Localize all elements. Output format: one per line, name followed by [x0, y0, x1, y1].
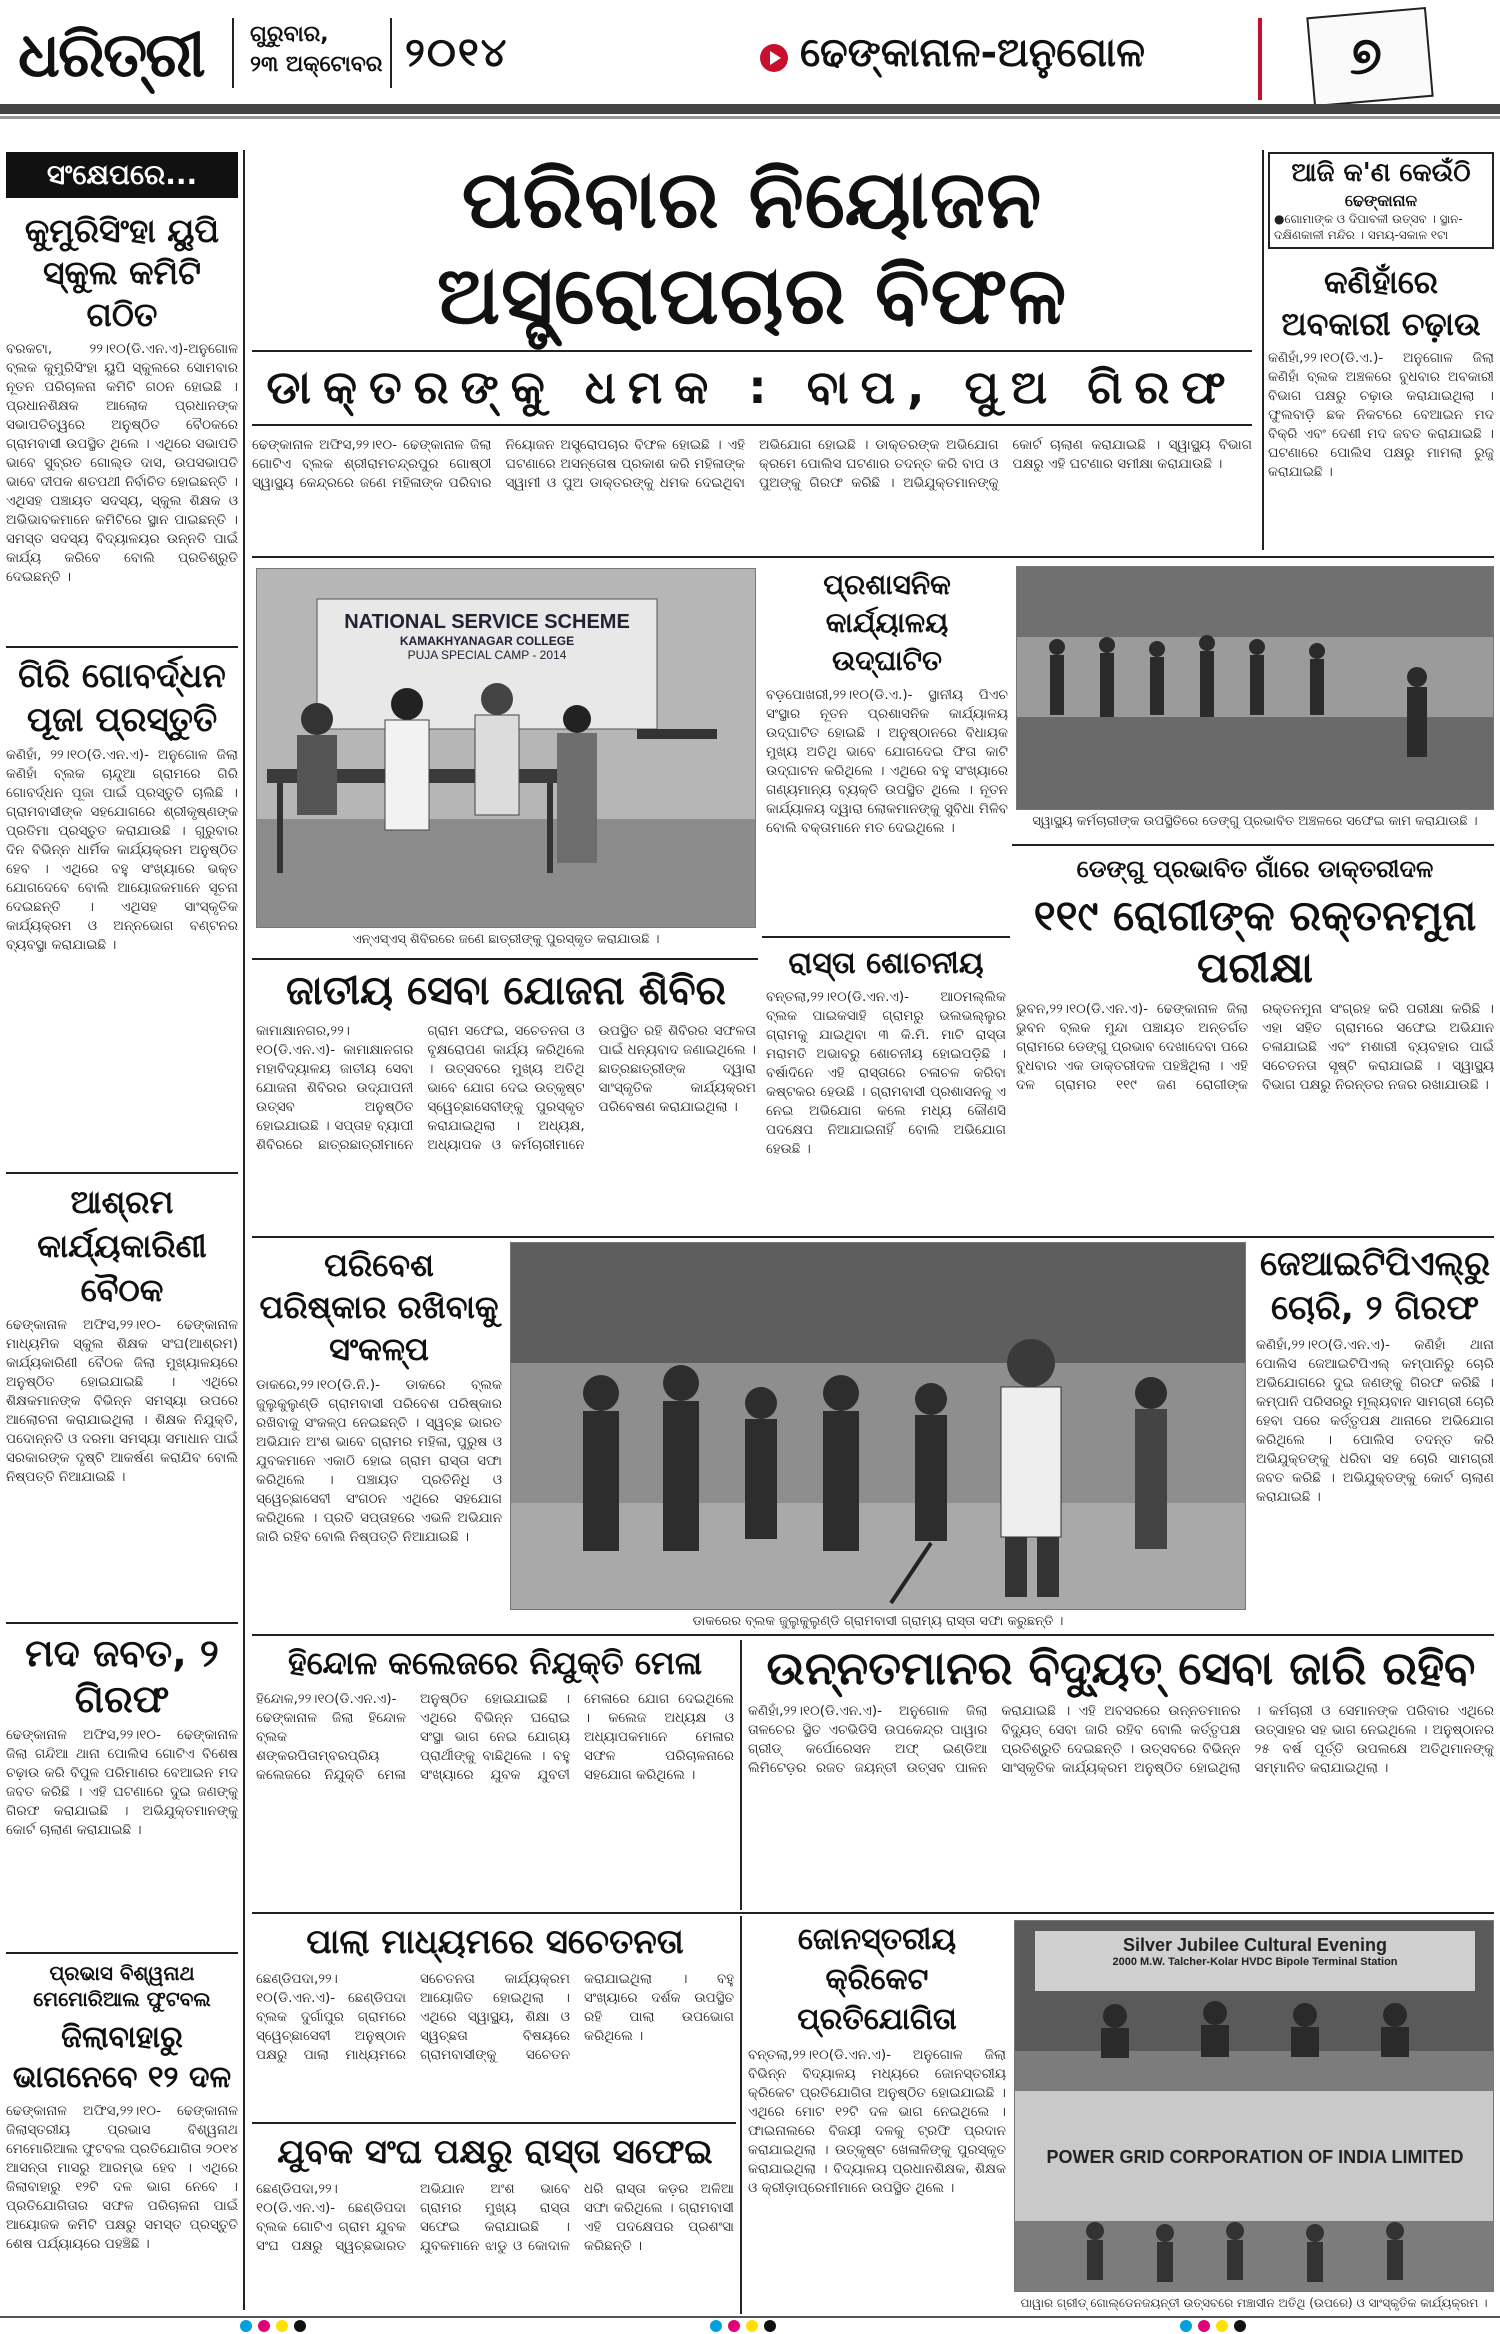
story-body: କଣିହାଁ,୨୨।୧୦(ଡି.ଏନ.ଏ)- ଅନୁଗୋଳ ଜିଲା ତାଳଚେର ସ୍ଥିତ ଏଚଭିଡିସି ଉପକେନ୍ଦ୍ର ପାୱାର ଗ୍ରୀଡ୍ କର୍ପୋରେସନ ଅଫ୍ ଇଣ୍ଡିଆ ଲିମିଟେଡ଼ର ରଜତ ଜୟନ୍ତୀ ଉତ୍ସବ ପାଳନ କରାଯାଇଛି । ଏହି ଅବସରରେ ଉନ୍ନତମାନର ବିଦ୍ୟୁତ୍ ସେବା ଜାରି ରହିବ ବୋଲି କର୍ତ୍ତୃପକ୍ଷ ପ୍ରତିଶ୍ରୁତି ଦେଇଛନ୍ତି । ଉତ୍ସବରେ ବିଭିନ୍ନ ସାଂସ୍କୃତିକ କାର୍ଯ୍ୟକ୍ରମ ଅନୁଷ୍ଠିତ ହୋଇଥିଲା । କର୍ମଚାରୀ ଓ ସେମାନଙ୍କ ପରିବାର ଏଥିରେ ଉତ୍ସାହର ସହ ଭାଗ ନେଇଥିଲେ । ଅନୁଷ୍ଠାନର ୨୫ ବର୍ଷ ପୂର୍ତ୍ତି ଉପଲକ୍ଷେ ଅତିଥିମାନଙ୍କୁ ସମ୍ମାନିତ କରାଯାଇଥିଲା ।: [748, 1703, 1494, 1776]
story-headline: ଗିରି ଗୋବର୍ଦ୍ଧନ ପୂଜା ପ୍ରସ୍ତୁତି: [18, 656, 226, 740]
registration-mark: [710, 2320, 722, 2332]
briefs-label: ସଂକ୍ଷେପରେ...: [6, 152, 238, 198]
story-divider: [6, 1622, 238, 1624]
registration-mark: [1180, 2320, 1192, 2332]
right-top-column: [1268, 152, 1494, 552]
section-rule: [252, 1236, 1494, 1238]
nss-banner: [323, 611, 651, 662]
cleanup-photo-illustration: [1017, 567, 1494, 810]
masthead-rule: [0, 104, 1500, 114]
registration-mark: [764, 2320, 776, 2332]
story-body: କଣିହାଁ, ୨୨।୧୦(ଡି.ଏନ.ଏ)- ଅନୁଗୋଳ ଜିଲା କଣିହାଁ ବ୍ଲକ ଚାନ୍ଦୁଆ ଗ୍ରାମରେ ଗିରି ଗୋବର୍ଦ୍ଧନ ପୂଜା ପାଇଁ ପ୍ରସ୍ତୁତି ଚାଲିଛି । ଗ୍ରାମବାସୀଙ୍କ ସହଯୋଗରେ ଶ୍ରୀକୃଷ୍ଣଙ୍କ ପ୍ରତିମା ପ୍ରସ୍ତୁତ କରାଯାଉଛି । ଗୁରୁବାର ଦିନ ବିଭିନ୍ନ ଧାର୍ମିକ କାର୍ଯ୍ୟକ୍ରମ ଅନୁଷ୍ଠିତ ହେବ । ଏଥିରେ ବହୁ ସଂଖ୍ୟାରେ ଭକ୍ତ ଯୋଗଦେବେ ବୋଲି ଆୟୋଜକମାନେ ସୂଚନା ଦେଇଛନ୍ତି । ଏଥିସହ ସାଂସ୍କୃତିକ କାର୍ଯ୍ୟକ୍ରମ ଓ ଅନ୍ନଭୋଗ ବଣ୍ଟନର ବ୍ୟବସ୍ଥା କରାଯାଇଛି ।: [6, 747, 238, 953]
registration-mark: [746, 2320, 758, 2332]
power-grid-photo: [1014, 1920, 1494, 2292]
masthead-date-text: ୨୩ ଅକ୍ଟୋବର: [250, 52, 383, 77]
section-rule: [252, 958, 758, 960]
registration-mark: [258, 2320, 270, 2332]
nss-story: [256, 966, 756, 1234]
environment-story: [256, 1244, 502, 1630]
nss-banner-title: NATIONAL SERVICE SCHEME: [344, 611, 630, 633]
headline-rule: [252, 350, 1252, 352]
headline-rule: [252, 424, 1252, 426]
power-grid-org: POWER GRID CORPORATION OF INDIA LIMITED: [1046, 2147, 1464, 2167]
lead-headline: ପରିବାର ନିୟୋଜନ ଅସ୍ତ୍ରୋପଚାର ବିଫଳ: [436, 153, 1068, 342]
registration-mark: [1216, 2320, 1228, 2332]
page-number: ୭: [1349, 26, 1382, 87]
story-body: ଛେଣ୍ଡିପଦା,୨୨।୧୦(ଡି.ଏନ.ଏ)- ଛେଣ୍ଡିପଦା ବ୍ଲକ ଦୁର୍ଗାପୁର ଗ୍ରାମରେ ସ୍ୱେଚ୍ଛାସେବୀ ଅନୁଷ୍ଠାନ ପକ୍ଷରୁ ପାଲା ମାଧ୍ୟମରେ ସଚେତନତା କାର୍ଯ୍ୟକ୍ରମ ଆୟୋଜିତ ହୋଇଥିଲା । ଏଥିରେ ସ୍ୱାସ୍ଥ୍ୟ, ଶିକ୍ଷା ଓ ସ୍ୱଚ୍ଛତା ବିଷୟରେ ଗ୍ରାମବାସୀଙ୍କୁ ସଚେତନ କରାଯାଇଥିଲା । ବହୁ ସଂଖ୍ୟାରେ ଦର୍ଶକ ଉପସ୍ଥିତ ରହି ପାଲା ଉପଭୋଗ କରିଥିଲେ ।: [256, 1971, 734, 2063]
story-headline: ପ୍ରଶାସନିକ କାର୍ଯ୍ୟାଳୟ ଉଦ୍‌ଘାଟିତ: [823, 568, 951, 677]
story-divider: [6, 1172, 238, 1174]
road-story: [766, 944, 1006, 1234]
registration-mark: [240, 2320, 252, 2332]
footer-rule: [0, 2316, 1500, 2318]
events-place: ଢେଙ୍କାନାଳ: [1344, 191, 1418, 210]
section-rule: [252, 1912, 1494, 1914]
lead-story: [252, 152, 1252, 552]
section-rule: [762, 936, 1010, 938]
nss-photo: [256, 568, 756, 928]
section-rule: [252, 2122, 736, 2124]
masthead-date: [250, 20, 383, 80]
story-body: ଢେଙ୍କାନାଳ ଅଫିସ,୨୨।୧୦- ଢେଙ୍କାନାଳ ଜିଲାସ୍ତରୀୟ ପ୍ରଭାସ ବିଶ୍ୱନାଥ ମେମୋରିଆଲ ଫୁଟବଲ ପ୍ରତିଯୋଗିତା ୨୦୧୪ ଆସନ୍ତା ମାସରୁ ଆରମ୍ଭ ହେବ । ଏଥିରେ ଜିଲାବାହାରୁ ୧୨ଟି ଦଳ ଭାଗ ନେବେ । ପ୍ରତିଯୋଗିତାର ସଫଳ ପରିଚାଳନା ପାଇଁ ଆୟୋଜକ କମିଟି ପକ୍ଷରୁ ସମସ୍ତ ପ୍ରସ୍ତୁତି ଶେଷ ପର୍ଯ୍ୟାୟରେ ପହଞ୍ଚିଛି ।: [6, 2103, 238, 2252]
story-headline: କୁମୁରିସିଂହା ୟୁପି ସ୍କୁଲ କମିଟି ଗଠିତ: [24, 211, 220, 334]
youth-story: [256, 2130, 734, 2316]
newspaper-logo: ଧରିତ୍ରୀ: [18, 18, 204, 91]
story-body: ବରକଟା, ୨୨।୧୦(ଡି.ଏନ.ଏ)-ଅନୁଗୋଳ ବ୍ଲକ କୁମୁରିସିଂହା ୟୁପି ସ୍କୁଲରେ ସୋମବାର ନୂତନ ପରିଚାଳନା କମିଟି ଗଠନ ହୋଇଛି । ପ୍ରଧାନଶିକ୍ଷକ ଆଲୋକ ପ୍ରଧାନଙ୍କ ସଭାପତିତ୍ୱରେ ଅନୁଷ୍ଠିତ ବୈଠକରେ ଗ୍ରାମବାସୀ ଉପସ୍ଥିତ ଥିଲେ । ଏଥିରେ ସଭାପତି ଭାବେ ସୁବ୍ରତ ଗୋଲ୍ଡ ଦାସ, ଉପସଭାପତି ଭାବେ ଦୀପକ ଶତପଥୀ ନିର୍ବାଚିତ ହୋଇଛନ୍ତି । ଏଥିସହ ପଞ୍ଚାୟତ ସଦସ୍ୟ, ସ୍କୁଲ ଶିକ୍ଷକ ଓ ଅଭିଭାବକମାନେ କମିଟିରେ ସ୍ଥାନ ପାଇଛନ୍ତି । ସମସ୍ତ ସଦସ୍ୟ ବିଦ୍ୟାଳୟର ଉନ୍ନତି ପାଇଁ କାର୍ଯ୍ୟ କରିବେ ବୋଲି ପ୍ରତିଶ୍ରୁତି ଦେଇଛନ୍ତି ।: [6, 341, 238, 585]
masthead-day: ଗୁରୁବାର,: [250, 22, 329, 47]
story-headline: ଯୁବକ ସଂଘ ପକ୍ଷରୁ ରାସ୍ତା ସଫେଇ: [277, 2132, 713, 2172]
registration-mark: [294, 2320, 306, 2332]
story-body: ଭୁବନ,୨୨।୧୦(ଡି.ଏନ.ଏ)- ଢେଙ୍କାନାଳ ଜିଲା ଭୁବନ ବ୍ଲକ ମୁନ୍ଦା ପଞ୍ଚାୟତ ଅନ୍ତର୍ଗତ ଗ୍ରାମରେ ଡେଙ୍ଗୁ ପ୍ରଭାବ ଦେଖାଦେବା ପରେ ବୁଧବାର ଏକ ଡାକ୍ତରୀଦଳ ପହଞ୍ଚିଥିଲା । ଏହି ଦଳ ଗ୍ରାମର ୧୧୯ ଜଣ ରୋଗୀଙ୍କ ରକ୍ତନମୁନା ସଂଗ୍ରହ କରି ପରୀକ୍ଷା କରିଛି । ଏହା ସହିତ ଗ୍ରାମରେ ସଫେଇ ଅଭିଯାନ ଚଳାଯାଇଛି ଏବଂ ମଶାରୀ ବ୍ୟବହାର ପାଇଁ ସଚେତନତା ସୃଷ୍ଟି କରାଯାଇଛି । ସ୍ୱାସ୍ଥ୍ୟ ବିଭାଗ ପକ୍ଷରୁ ନିରନ୍ତର ନଜର ରଖାଯାଉଛି ।: [1016, 1001, 1494, 1093]
story-body: କାମାକ୍ଷାନଗର,୨୨।୧୦(ଡି.ଏନ.ଏ)- କାମାକ୍ଷାନଗର ମହାବିଦ୍ୟାଳୟ ଜାତୀୟ ସେବା ଯୋଜନା ଶିବିରର ଉଦ୍‌ଯାପନୀ ଉତ୍ସବ ଅନୁଷ୍ଠିତ ହୋଇଯାଇଛି । ସପ୍ତାହ ବ୍ୟାପୀ ଶିବିରରେ ଛାତ୍ରଛାତ୍ରୀମାନେ ଗ୍ରାମ ସଫେଇ, ସଚେତନତା ଓ ବୃକ୍ଷରୋପଣ କାର୍ଯ୍ୟ କରିଥିଲେ । ଉତ୍ସବରେ ମୁଖ୍ୟ ଅତିଥି ଭାବେ ଯୋଗ ଦେଇ ଉତ୍କୃଷ୍ଟ ସ୍ୱେଚ୍ଛାସେବୀଙ୍କୁ ପୁରସ୍କୃତ କରାଯାଇଥିଲା । ଅଧ୍ୟକ୍ଷ, ଅଧ୍ୟାପକ ଓ କର୍ମଚାରୀମାନେ ଉପସ୍ଥିତ ରହି ଶିବିରର ସଫଳତା ପାଇଁ ଧନ୍ୟବାଦ ଜଣାଇଥିଲେ । ଛାତ୍ରଛାତ୍ରୀଙ୍କ ଦ୍ୱାରା ସାଂସ୍କୃତିକ କାର୍ଯ୍ୟକ୍ରମ ପରିବେଷଣ କରାଯାଇଥିଲା ।: [256, 1023, 756, 1153]
story-headline: ଜେଆଇଟିପିଏଲ୍‌ରୁ ଚୋରି, ୨ ଗିରଫ: [1260, 1244, 1490, 1328]
photo-caption: ସ୍ୱାସ୍ଥ୍ୟ କର୍ମଚାରୀଙ୍କ ଉପସ୍ଥିତିରେ ଡେଙ୍ଗୁ ପ୍ରଭାବିତ ଅଞ୍ଚଳରେ ସଫେଇ କାମ କରାଯାଉଛି ।: [1032, 814, 1478, 829]
registration-mark: [1234, 2320, 1246, 2332]
story-body: ଛେଣ୍ଡିପଦା,୨୨।୧୦(ଡି.ଏନ.ଏ)- ଛେଣ୍ଡିପଦା ବ୍ଲକ ଗୋଟିଏ ଗ୍ରାମ ଯୁବକ ସଂଘ ପକ୍ଷରୁ ସ୍ୱଚ୍ଛଭାରତ ଅଭିଯାନ ଅଂଶ ଭାବେ ଗ୍ରାମର ମୁଖ୍ୟ ରାସ୍ତା ସଫେଇ କରାଯାଇଛି । ଯୁବକମାନେ ଝାଡୁ ଓ କୋଦାଳ ଧରି ରାସ୍ତା କଡ଼ର ଅଳିଆ ସଫା କରିଥିଲେ । ଗ୍ରାମବାସୀ ଏହି ପଦକ୍ଷେପର ପ୍ରଶଂସା କରିଛନ୍ତି ।: [256, 2181, 734, 2254]
events-text: ●ଗୋମାଙ୍କ ଓ ଦିପାବଳୀ ଉତ୍ସବ । ସ୍ଥାନ- ଦକ୍ଷିଣକାଳୀ ମନ୍ଦିର । ସମୟ-ସକାଳ ୧ଟା: [1274, 212, 1463, 242]
story-divider: [6, 1952, 238, 1954]
jitpl-story: [1256, 1242, 1494, 1630]
masthead-rule-thin: [0, 116, 1500, 119]
story-headline: ଜାତୀୟ ସେବା ଯୋଜନା ଶିବିର: [286, 968, 726, 1014]
column-divider: [243, 150, 245, 2310]
story-headline: ରାସ୍ତା ଶୋଚନୀୟ: [788, 946, 984, 981]
power-story: [748, 1640, 1494, 1908]
events-box: [1268, 152, 1494, 249]
jubilee-banner-title: Silver Jubilee Cultural Evening: [1122, 1935, 1388, 1955]
photo-caption: ପାୱାର ଗ୍ରୀଡ୍ ଗୋଲ୍‌ଡେନଜୟନ୍ତୀ ଉତ୍ସବରେ ମଞ୍ଚାସୀନ ଅତିଥି (ଉପରେ) ଓ ସାଂସ୍କୃତିକ କାର୍ଯ୍ୟକ୍ରମ ।: [1020, 2296, 1488, 2310]
nss-banner-college: KAMAKHYANAGAR COLLEGE: [399, 634, 575, 648]
registration-mark: [728, 2320, 740, 2332]
play-icon: [760, 44, 788, 72]
column-divider: [740, 1916, 742, 2314]
cricket-story: [748, 1920, 1006, 2314]
story-headline: ପରିବେଶ ପରିଷ୍କାର ରଖିବାକୁ ସଂକଳ୍ପ: [259, 1246, 499, 1368]
cleanup-photo: [1016, 566, 1494, 810]
registration-mark: [276, 2320, 288, 2332]
events-label: ଆଜି କ'ଣ କେଉଁଠି: [1291, 158, 1471, 188]
column-divider: [740, 1640, 742, 1910]
story-headline: ପାଲା ମାଧ୍ୟମରେ ସଚେତନତା: [306, 1922, 684, 1962]
nss-banner-camp: PUJA SPECIAL CAMP - 2014: [407, 648, 567, 662]
drama-story: [256, 1920, 734, 2120]
hindol-story: [256, 1642, 734, 1908]
story-headline: ଜିଲାବାହାରୁ ଭାଗନେବେ ୧୨ ଦଳ: [12, 2020, 232, 2095]
road-cleaning-illustration: [511, 1243, 1246, 1610]
photo-caption: ଏନ୍‌ଏସ୍‌ଏସ୍ ଶିବିରରେ ଜଣେ ଛାତ୍ରୀଙ୍କୁ ପୁରସ୍କୃତ କରାଯାଉଛି ।: [352, 932, 660, 947]
jubilee-banner-sub: 2000 M.W. Talcher-Kolar HVDC Bipole Terminal Station: [1112, 1956, 1398, 1968]
section-rule: [252, 556, 1494, 558]
story-headline: ୧୧୯ ରୋଗୀଙ୍କ ରକ୍ତନମୁନା ପରୀକ୍ଷା: [1033, 891, 1477, 992]
page-number-box: [1306, 7, 1433, 107]
masthead-accent-bar: [1258, 18, 1262, 100]
story-body: ଡାକରେ,୨୨।୧୦(ଡି.ନି.)- ଡାକରେ ବ୍ଲକ ଜୁଲୁକୁଲୁଣ୍ଡି ଗ୍ରାମବାସୀ ପରିବେଶ ପରିଷ୍କାର ରଖିବାକୁ ସଂକଳ୍ପ ନେଇଛନ୍ତି । ସ୍ୱଚ୍ଛ ଭାରତ ଅଭିଯାନ ଅଂଶ ଭାବେ ଗ୍ରାମର ମହିଳା, ପୁରୁଷ ଓ ଯୁବକମାନେ ଏକାଠି ହୋଇ ଗ୍ରାମ ରାସ୍ତା ସଫା କରିଥିଲେ । ପଞ୍ଚାୟତ ପ୍ରତିନିଧି ଓ ସ୍ୱେଚ୍ଛାସେବୀ ସଂଗଠନ ଏଥିରେ ସହଯୋଗ କରିଥିଲେ । ପ୍ରତି ସପ୍ତାହରେ ଏଭଳି ଅଭିଯାନ ଜାରି ରହିବ ବୋଲି ନିଷ୍ପତ୍ତି ନିଆଯାଇଛି ।: [256, 1377, 502, 1545]
masthead-year: ୨୦୧୪: [405, 30, 509, 76]
masthead-divider: [232, 18, 234, 88]
column-divider: [1262, 150, 1264, 550]
story-headline: ହିନ୍ଦୋଳ କଲେଜରେ ନିଯୁକ୍ତି ମେଳା: [287, 1644, 703, 1682]
left-news-column: [6, 152, 238, 2312]
masthead-divider: [390, 18, 392, 88]
story-body: କଣିହାଁ,୨୨।୧୦(ଡି.ଏ.)- ଅନୁଗୋଳ ଜିଲା କଣିହାଁ ବ୍ଲକ ଅଞ୍ଚଳରେ ବୁଧବାର ଅବକାରୀ ବିଭାଗ ପକ୍ଷରୁ ଚଢ଼ାଉ କରାଯାଇଥିଲା । ଫୁଲବାଡ଼ି ଛକ ନିକଟରେ ବେଆଇନ ମଦ ବିକ୍ରି ଏବଂ ଦେଶୀ ମଦ ଜବତ କରାଯାଇଛି । ଘଟଣାରେ ପୋଲିସ ପକ୍ଷରୁ ମାମଲା ରୁଜୁ କରାଯାଇଛି ।: [1268, 350, 1494, 480]
story-body: ଢେଙ୍କାନାଳ ଅଫିସ,୨୨।୧୦- ଢେଙ୍କାନାଳ ଜିଲା ଗନ୍ଦିଆ ଥାନା ପୋଲିସ ଗୋଟିଏ ବିଶେଷ ଚଢ଼ାଉ କରି ବିପୁଳ ପରିମାଣର ବେଆଇନ ମଦ ଜବତ କରିଛି । ଏହି ଘଟଣାରେ ଦୁଇ ଜଣଙ୍କୁ ଗିରଫ କରାଯାଇଛି । ଅଭିଯୁକ୍ତମାନଙ୍କୁ କୋର୍ଟ ଚାଲାଣ କରାଯାଇଛି ।: [6, 1727, 238, 1838]
admin-office-story: [766, 566, 1008, 926]
dengue-story: [1016, 852, 1494, 1232]
dengue-kicker: ଡେଙ୍ଗୁ ପ୍ରଭାବିତ ଗାଁରେ ଡାକ୍ତରୀଦଳ: [1076, 855, 1434, 883]
section-rule: [1012, 844, 1494, 846]
story-headline: ଜୋନସ୍ତରୀୟ କ୍ରିକେଟ ପ୍ରତିଯୋଗିତା: [797, 1922, 957, 2037]
photo-caption: ଡାକରେର ବ୍ଲକ ଜୁଲୁକୁଲୁଣ୍ଡି ଗ୍ରାମବାସୀ ଗ୍ରାମ୍ୟ ରାସ୍ତା ସଫା କରୁଛନ୍ତି ।: [692, 1614, 1064, 1629]
story-headline: ମଦ ଜବତ, ୨ ଗିରଫ: [25, 1631, 219, 1721]
lead-kicker: ଡାକ୍ତରଙ୍କୁ ଧମକ : ବାପ, ପୁଅ ଗିରଫ: [266, 360, 1238, 414]
masthead: [0, 0, 1500, 108]
story-headline: ଉନ୍ନତମାନର ବିଦ୍ୟୁତ୍ ସେବା ଜାରି ରହିବ: [766, 1641, 1476, 1695]
section-rule: [252, 1634, 1494, 1636]
story-headline: ଆଶ୍ରମ କାର୍ଯ୍ୟକାରିଣୀ ବୈଠକ: [37, 1183, 207, 1309]
jubilee-banner: [1039, 1935, 1471, 1968]
power-grid-illustration: [1015, 1921, 1494, 2292]
story-body: ହିନ୍ଦୋଳ,୨୨।୧୦(ଡି.ଏନ.ଏ)- ଢେଙ୍କାନାଳ ଜିଲା ହିନ୍ଦୋଳ ବ୍ଲକ ଶଙ୍କରପିତାମ୍ବରପ୍ରିୟ କଲେଜରେ ନିଯୁକ୍ତି ମେଳା ଅନୁଷ୍ଠିତ ହୋଇଯାଇଛି । ଏଥିରେ ବିଭିନ୍ନ ଘରୋଇ ସଂସ୍ଥା ଭାଗ ନେଇ ଯୋଗ୍ୟ ପ୍ରାର୍ଥୀଙ୍କୁ ବାଛିଥିଲେ । ବହୁ ସଂଖ୍ୟାରେ ଯୁବକ ଯୁବତୀ ମେଳାରେ ଯୋଗ ଦେଇଥିଲେ । କଲେଜ ଅଧ୍ୟକ୍ଷ ଓ ଅଧ୍ୟାପକମାନେ ମେଳାର ସଫଳ ପରିଚାଳନାରେ ସହଯୋଗ କରିଥିଲେ ।: [256, 1691, 734, 1783]
story-headline: କଣିହାଁରେ ଅବକାରୀ ଚଢ଼ାଉ: [1281, 263, 1481, 343]
story-body: ଢେଙ୍କାନାଳ ଅଫିସ,୨୨।୧୦- ଢେଙ୍କାନାଳ ମାଧ୍ୟମିକ ସ୍କୁଲ ଶିକ୍ଷକ ସଂଘ(ଆଶ୍ରମ) କାର୍ଯ୍ୟକାରିଣୀ ବୈଠକ ଜିଲା ମୁଖ୍ୟାଳୟରେ ଅନୁଷ୍ଠିତ ହୋଇଯାଇଛି । ଏଥିରେ ଶିକ୍ଷକମାନଙ୍କ ବିଭିନ୍ନ ସମସ୍ୟା ଉପରେ ଆଲୋଚନା କରାଯାଇଥିଲା । ଶିକ୍ଷକ ନିଯୁକ୍ତି, ପଦୋନ୍ନତି ଓ ଦରମା ସମସ୍ୟା ସମାଧାନ ପାଇଁ ସରକାରଙ୍କ ଦୃଷ୍ଟି ଆକର୍ଷଣ କରାଯିବ ବୋଲି ନିଷ୍ପତ୍ତି ନିଆଯାଇଛି ।: [6, 1317, 238, 1485]
lead-body: ଢେଙ୍କାନାଳ ଅଫିସ,୨୨।୧୦- ଢେଙ୍କାନାଳ ଜିଲା ଗୋଟିଏ ବ୍ଲକ ଶ୍ରୀରାମଚନ୍ଦ୍ରପୁର ଗୋଷ୍ଠୀ ସ୍ୱାସ୍ଥ୍ୟ କେନ୍ଦ୍ରରେ ଜଣେ ମହିଳାଙ୍କ ପରିବାର ନିୟୋଜନ ଅସ୍ତ୍ରୋପଚାର ବିଫଳ ହୋଇଛି । ଏହି ଘଟଣାରେ ଅସନ୍ତୋଷ ପ୍ରକାଶ କରି ମହିଳାଙ୍କ ସ୍ୱାମୀ ଓ ପୁଅ ଡାକ୍ତରଙ୍କୁ ଧମକ ଦେଇଥିବା ଅଭିଯୋଗ ହୋଇଛି । ଡାକ୍ତରଙ୍କ ଅଭିଯୋଗ କ୍ରମେ ପୋଲିସ ଘଟଣାର ତଦନ୍ତ କରି ବାପ ଓ ପୁଅଙ୍କୁ ଗିରଫ କରିଛି । ଅଭିଯୁକ୍ତମାନଙ୍କୁ କୋର୍ଟ ଚାଲାଣ କରାଯାଇଛି । ସ୍ୱାସ୍ଥ୍ୟ ବିଭାଗ ପକ୍ଷରୁ ଏହି ଘଟଣାର ସମୀକ୍ଷା କରାଯାଉଛି ।: [252, 437, 1252, 491]
story-divider: [6, 646, 238, 648]
story-body: ବଡ଼ପୋଖରୀ,୨୨।୧୦(ଡି.ଏ.)- ସ୍ଥାନୀୟ ପିଏଚ ସଂସ୍ଥାର ନୂତନ ପ୍ରଶାସନିକ କାର୍ଯ୍ୟାଳୟ ଉଦ୍‌ଘାଟିତ ହୋଇଛି । ଅନୁଷ୍ଠାନରେ ବିଧାୟକ ମୁଖ୍ୟ ଅତିଥି ଭାବେ ଯୋଗଦେଇ ଫିତା କାଟି ଉଦ୍‌ଘାଟନ କରିଥିଲେ । ଏଥିରେ ବହୁ ସଂଖ୍ୟାରେ ଗଣ୍ୟମାନ୍ୟ ବ୍ୟକ୍ତି ଉପସ୍ଥିତ ଥିଲେ । ନୂତନ କାର୍ଯ୍ୟାଳୟ ଦ୍ୱାରା ଲୋକମାନଙ୍କୁ ସୁବିଧା ମିଳିବ ବୋଲି ବକ୍ତାମାନେ ମତ ଦେଇଥିଲେ ।: [766, 687, 1008, 836]
story-body: ବନ୍ତଲା,୨୨।୧୦(ଡି.ଏନ.ଏ)- ଅନୁଗୋଳ ଜିଲା ବିଭିନ୍ନ ବିଦ୍ୟାଳୟ ମଧ୍ୟରେ ଜୋନସ୍ତରୀୟ କ୍ରିକେଟ ପ୍ରତିଯୋଗିତା ଅନୁଷ୍ଠିତ ହୋଇଯାଇଛି । ଏଥିରେ ମୋଟ ୧୨ଟି ଦଳ ଭାଗ ନେଇଥିଲେ । ଫାଇନାଲରେ ବିଜୟୀ ଦଳକୁ ଟ୍ରଫି ପ୍ରଦାନ କରାଯାଇଥିଲା । ଉତ୍କୃଷ୍ଟ ଖେଳାଳିଙ୍କୁ ପୁରସ୍କୃତ କରାଯାଇଥିଲା । ବିଦ୍ୟାଳୟ ପ୍ରଧାନଶିକ୍ଷକ, ଶିକ୍ଷକ ଓ କ୍ରୀଡ଼ାପ୍ରେମୀମାନେ ଉପସ୍ଥିତ ଥିଲେ ।: [748, 2047, 1006, 2196]
story-body: ବନ୍ତଲା,୨୨।୧୦(ଡି.ଏନ.ଏ)- ଆଠମଲ୍ଲିକ ବ୍ଲକ ପାଇକସାହି ଗ୍ରାମରୁ ଭଲଭଲ୍ଲୁର ଗ୍ରାମକୁ ଯାଇଥିବା ୩ କି.ମି. ମାଟି ରାସ୍ତା ମରାମତି ଅଭାବରୁ ଶୋଚନୀୟ ହୋଇପଡ଼ିଛି । ବର୍ଷାଦିନେ ଏହି ରାସ୍ତାରେ ଚଳାଚଳ କରିବା କଷ୍ଟକର ହେଉଛି । ଗ୍ରାମବାସୀ ପ୍ରଶାସନକୁ ଏ ନେଇ ଅଭିଯୋଗ କଲେ ମଧ୍ୟ କୌଣସି ପଦକ୍ଷେପ ନିଆଯାଇନାହିଁ ବୋଲି ଅଭିଯୋଗ ହେଉଛି ।: [766, 989, 1006, 1157]
sports-kicker: ପ୍ରଭାସ ବିଶ୍ୱନାଥ ମେମୋରିଆଲ ଫୁଟବଲ: [33, 1961, 211, 2011]
registration-mark: [1198, 2320, 1210, 2332]
road-cleaning-photo: [510, 1242, 1246, 1610]
story-body: କଣିହାଁ,୨୨।୧୦(ଡି.ଏନ.ଏ)- କଣିହାଁ ଥାନା ପୋଲିସ ଜେଆଇଟିପିଏଲ୍ କମ୍ପାନିରୁ ଚୋରି ଅଭିଯୋଗରେ ଦୁଇ ଜଣଙ୍କୁ ଗିରଫ କରିଛି । କମ୍ପାନି ପରିସରରୁ ମୂଲ୍ୟବାନ ସାମଗ୍ରୀ ଚୋରି ହେବା ପରେ କର୍ତ୍ତୃପକ୍ଷ ଥାନାରେ ଅଭିଯୋଗ କରିଥିଲେ । ପୋଲିସ ତଦନ୍ତ କରି ଅଭିଯୁକ୍ତଙ୍କୁ ଧରିବା ସହ ଚୋରି ସାମଗ୍ରୀ ଜବତ କରିଛି । ଅଭିଯୁକ୍ତଙ୍କୁ କୋର୍ଟ ଚାଲାଣ କରାଯାଇଛି ।: [1256, 1337, 1494, 1505]
edition-name: ଢେଙ୍କାନାଳ-ଅନୁଗୋଳ: [800, 30, 1146, 76]
